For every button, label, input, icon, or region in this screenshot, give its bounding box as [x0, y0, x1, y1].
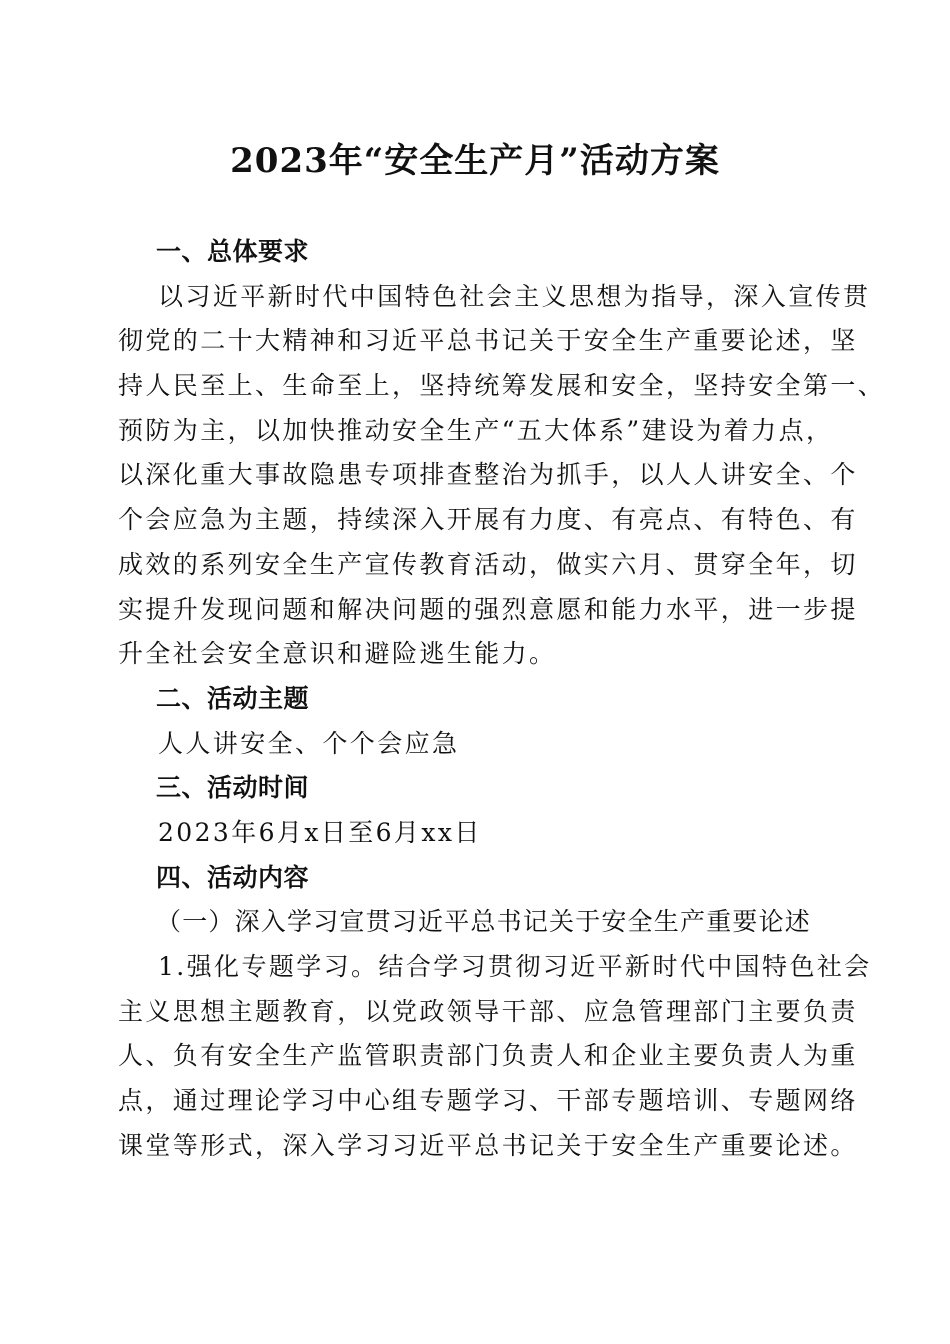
document-title: 2023年“安全生产月”活动方案: [230, 141, 720, 181]
paragraph-line: 个会应急为主题，持续深入开展有力度、有亮点、有特色、有: [118, 505, 858, 535]
paragraph-line: 主义思想主题教育，以党政领导干部、应急管理部门主要负责: [118, 996, 858, 1026]
activity-time-text: 2023年6月x日至6月xx日: [158, 817, 482, 847]
paragraph-line: 成效的系列安全生产宣传教育活动，做实六月、贯穿全年，切: [118, 549, 858, 579]
paragraph-line: 预防为主，以加快推动安全生产“五大体系”建设为着力点，: [118, 415, 834, 445]
subsection-heading: （一）深入学习宣贯习近平总书记关于安全生产重要论述: [156, 907, 812, 937]
paragraph-line: 点，通过理论学习中心组专题学习、干部专题培训、专题网络: [118, 1086, 858, 1116]
section-heading-activity-theme: 二、活动主题: [156, 683, 310, 713]
section-heading-activity-content: 四、活动内容: [156, 862, 310, 892]
paragraph-line: 课堂等形式，深入学习习近平总书记关于安全生产重要论述。: [118, 1130, 858, 1160]
section-heading-activity-time: 三、活动时间: [156, 773, 310, 803]
paragraph-line: 彻党的二十大精神和习近平总书记关于安全生产重要论述，坚: [118, 326, 858, 356]
paragraph-line: 以深化重大事故隐患专项排查整治为抓手，以人人讲安全、个: [118, 460, 858, 490]
section-heading-general-requirements: 一、总体要求: [156, 237, 310, 266]
paragraph-line: 1.强化专题学习。结合学习贯彻习近平新时代中国特色社会: [158, 952, 872, 981]
paragraph-line: 人、负有安全生产监管职责部门负责人和企业主要负责人为重: [118, 1041, 858, 1071]
paragraph-line: 以习近平新时代中国特色社会主义思想为指导，深入宣传贯: [158, 281, 871, 311]
paragraph-line: 升全社会安全意识和避险逃生能力。: [118, 639, 557, 669]
activity-theme-text: 人人讲安全、个个会应急: [158, 728, 460, 758]
paragraph-line: 实提升发现问题和解决问题的强烈意愿和能力水平，进一步提: [118, 594, 858, 624]
document-body: [118, 230, 886, 1168]
paragraph-line: 持人民至上、生命至上，坚持统筹发展和安全，坚持安全第一、: [118, 371, 886, 401]
